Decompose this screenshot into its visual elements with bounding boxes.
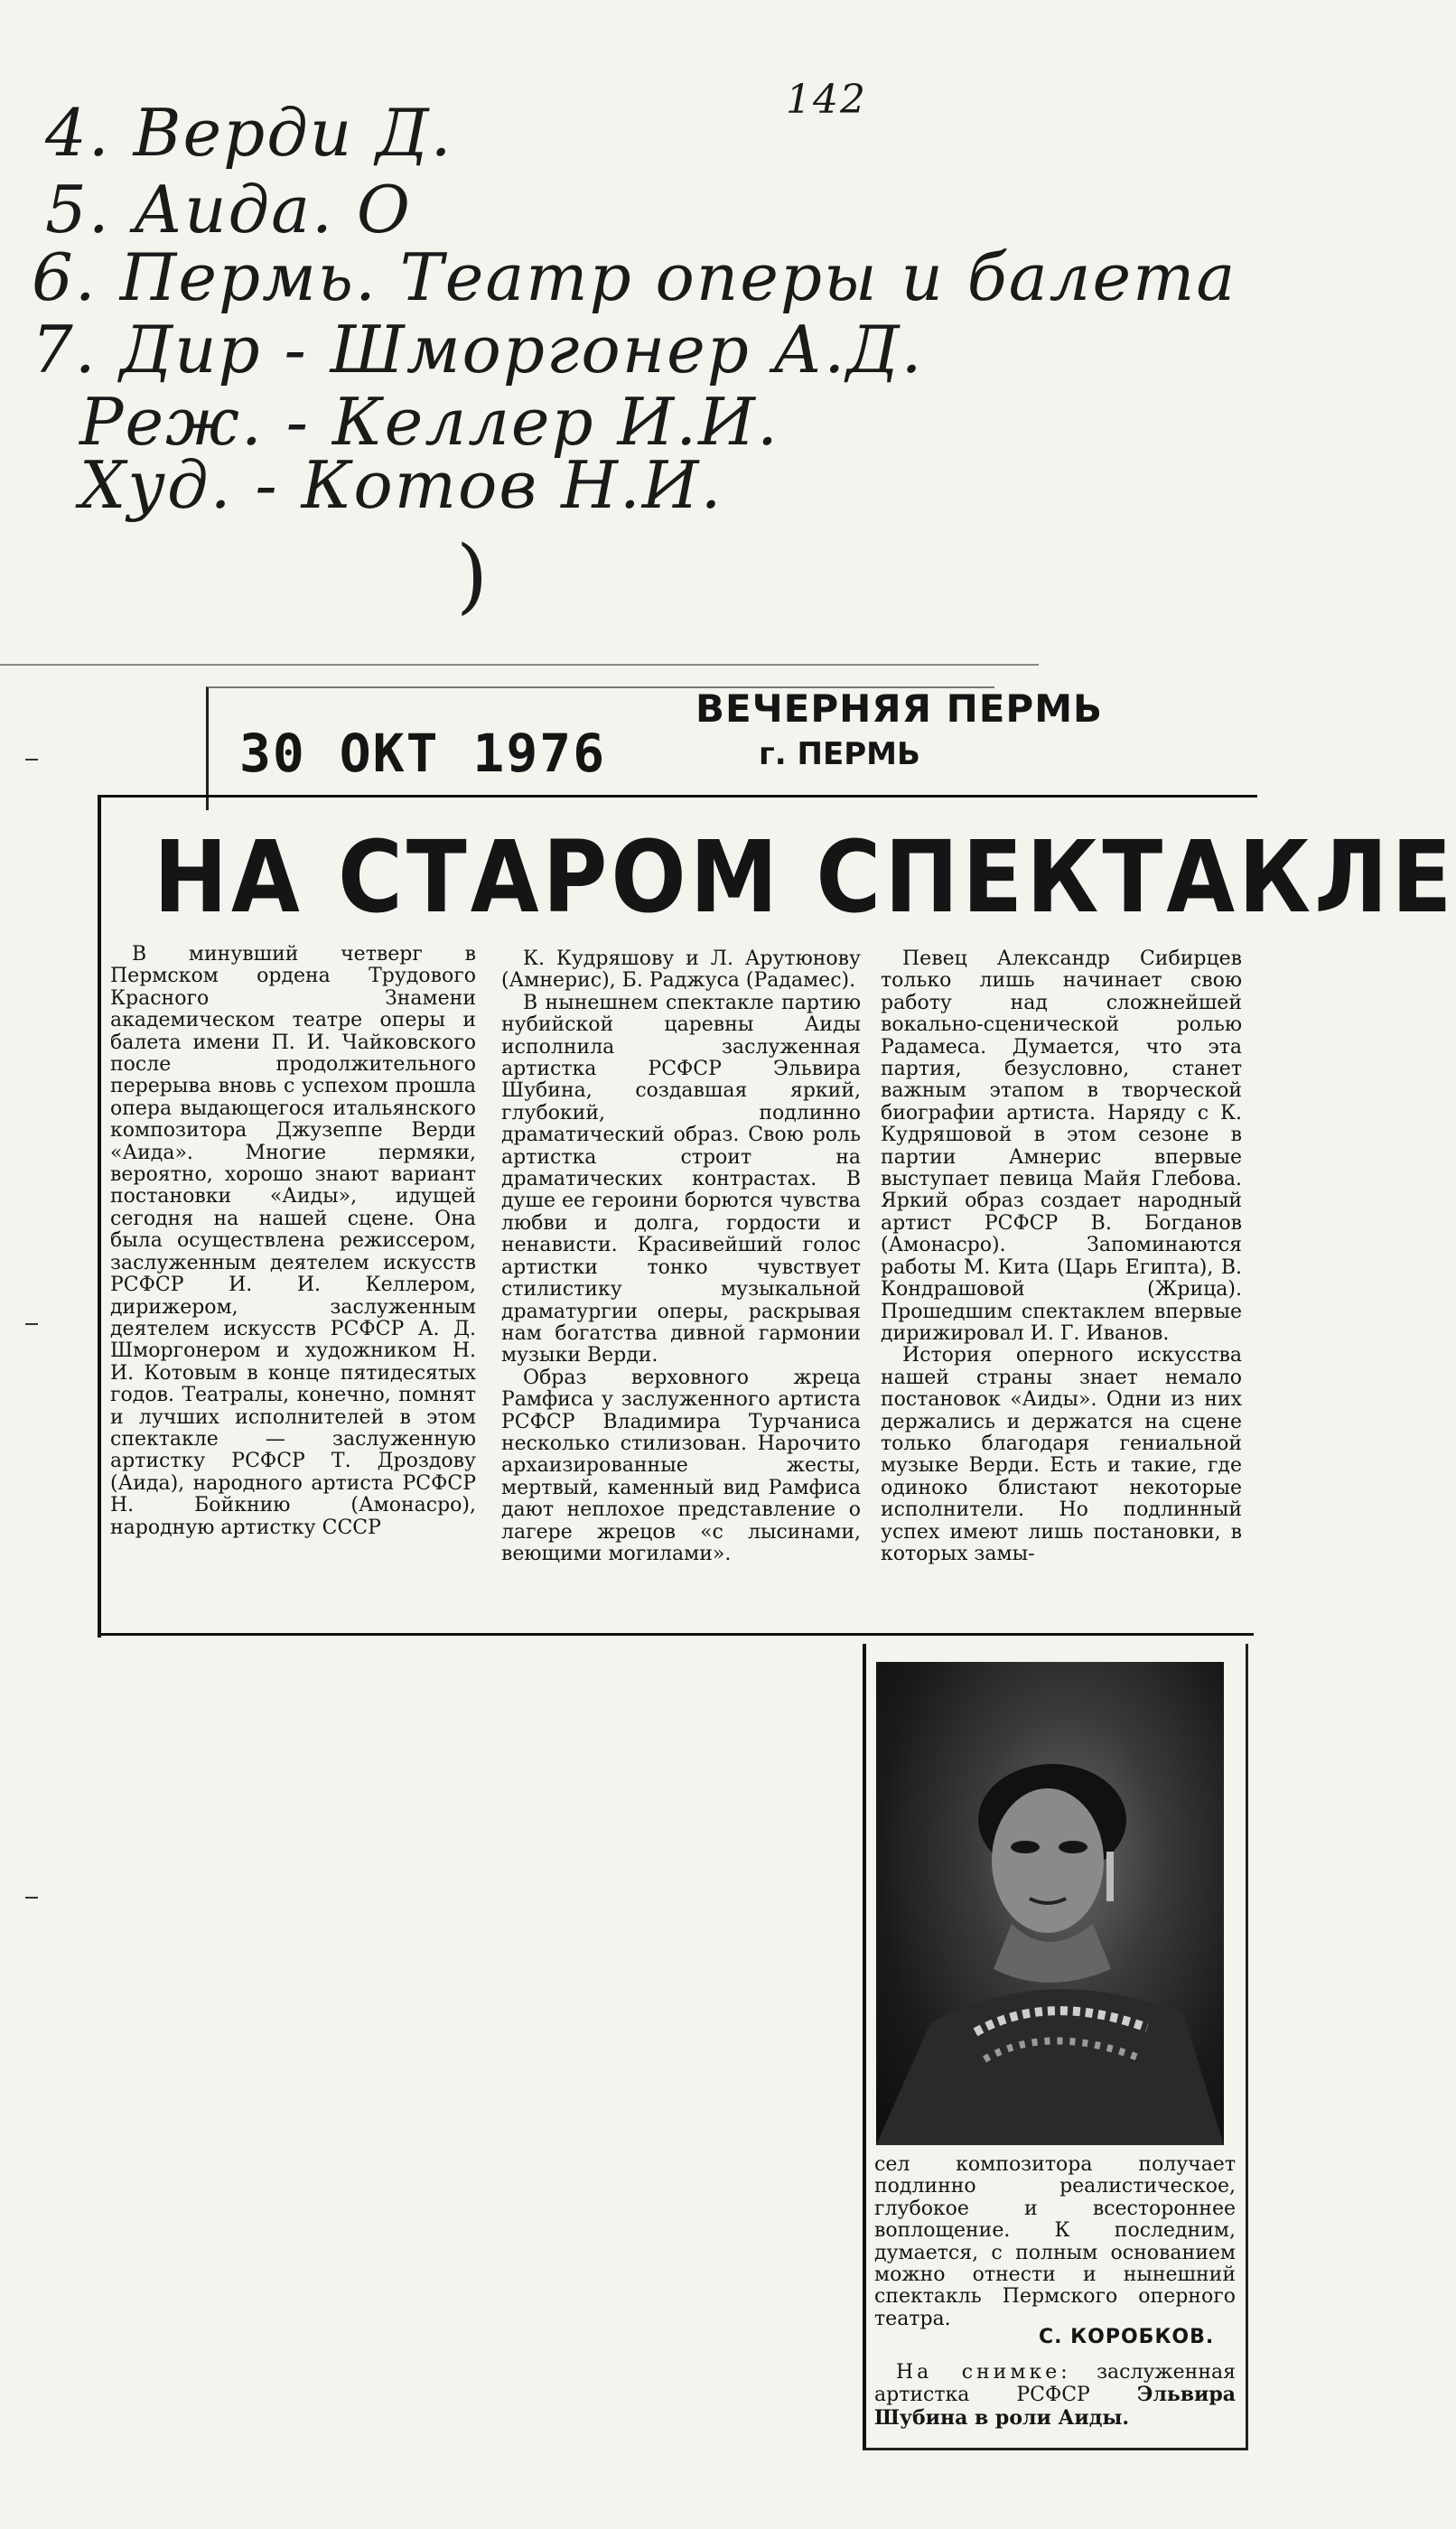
article-column-2	[501, 948, 861, 1565]
article-column-3	[881, 948, 1242, 1565]
annotation-opera: 5. Аида. О	[45, 172, 412, 247]
margin-tick	[25, 1323, 38, 1325]
clipping-top-edge	[0, 664, 1039, 666]
portrait-illustration	[876, 1662, 1224, 2145]
stamp-city: г. ПЕРМЬ	[759, 736, 920, 772]
portrait-photo	[876, 1662, 1224, 2145]
eye-right	[1059, 1841, 1087, 1853]
article-column-1: В минувший четверг в Пермском ордена Трудового Красного Знамени академическом театре оперы и балета имени П. И. Чайковского после продолжительного перерыва вновь с успехом прошла опера выдающегося итальянского композитора Джузеппе Верди «Аида». Многие пермяки, вероятно, хорошо знают вариант постановки «Аиды», идущей сегодня на нашей сцене. Она была осуществлена режиссером, заслуженным деятелем искусств РСФСР И. И. Келлером, дирижером, заслуженным деятелем искусств РСФСР А. Д. Шморгонером и художником Н. И. Котовым в конце пятидесятых годов. Театралы, конечно, помнят и лучших исполнителей в этом спектакле — заслуженную артистку РСФСР Т. Дроздову (Аида), народного артиста РСФСР Н. Бойкнию (Амонасро), народную артистку СССР	[110, 943, 476, 1539]
caption-body: заслуженная артистка РСФСР	[874, 2361, 1236, 2407]
annotation-designer: Худ. - Котов Н.И.	[79, 447, 723, 523]
article-paragraph: Певец Александр Сибирцев только лишь начинает свою работу над сложнейшей вокально-сценической ролью Радамеса. Думается, что эта партия, безусловно, станет важным этапом в творческой биографии артиста. Наряду с К. Кудряшовой в этом сезоне в партии Амнерис впервые выступает певица Майя Глебова. Яркий образ создает народный артист РСФСР В. Богданов (Амонасро). Запоминаются работы М. Кита (Царь Египта), В. Кондрашовой (Жрица). Прошедшим спектаклем впервые дирижировал И. Г. Иванов.	[881, 947, 1242, 1345]
article-headline: НА СТАРОМ СПЕКТАКЛЕ	[154, 820, 1456, 937]
stamp-newspaper: ВЕЧЕРНЯЯ ПЕРМЬ	[695, 686, 1104, 731]
photo-caption	[874, 2362, 1236, 2430]
article-paragraph: Образ верховного жреца Рамфиса у заслуженного артиста РСФСР Владимира Турчаниса несколько стилизован. Нарочито архаизированные жесты, мертвый, каменный вид Рамфиса дают неплохое представление о лагере жрецов «с лысинами, веющими могилами».	[501, 1366, 861, 1565]
article-column-3-continued: сел композитора получает подлинно реалистическое, глубокое и всестороннее воплощение. К последним, думается, с полным основанием можно отнести и нынешний спектакль Пермского оперного театра.	[874, 2153, 1236, 2330]
margin-tick	[25, 759, 38, 761]
sheet-number: 142	[786, 77, 867, 123]
caption-name: Эльвира Шубина в роли Аиды.	[874, 2383, 1237, 2430]
annotation-conductor: 7. Дир - Шморгонер А.Д.	[32, 312, 924, 387]
article-bottom-rule	[98, 1633, 1254, 1636]
earring-shape	[1106, 1852, 1114, 1901]
annotation-theater: 6. Пермь. Театр оперы и балета	[32, 239, 1237, 315]
margin-tick	[25, 1897, 38, 1899]
eye-left	[1011, 1841, 1040, 1853]
neck-shape	[994, 1924, 1111, 1983]
article-paragraph: К. Кудряшову и Л. Арутюнову (Амнерис), Б. Раджуса (Радамес).	[501, 947, 861, 993]
annotation-composer: 4. Верди Д.	[45, 95, 453, 171]
stamp-date: 30 ОКТ 1976	[239, 723, 607, 784]
annotation-bracket: )	[456, 528, 490, 623]
face-shape	[992, 1788, 1104, 1933]
author-signature: С. КОРОБКОВ.	[1039, 2326, 1215, 2348]
article-paragraph: В нынешнем спектакле партию нубийской царевны Аиды исполнила заслуженная артистка РСФСР Эльвира Шубина, создавшая яркий, глубокий, подлинно драматический образ. Свою роль артистка строит на драматических контрастах. В душе ее героини борются чувства любви и долга, гордости и ненависти. Красивейший голос артистки тонко чувствует стилистику музыкальной драматургии оперы, раскрывая нам богатства дивной гармонии музыки Верди.	[501, 991, 861, 1367]
annotation-director: Реж. - Келлер И.И.	[79, 384, 779, 460]
caption-lead: На снимке:	[896, 2361, 1071, 2384]
article-paragraph: История оперного искусства нашей страны знает немало постановок «Аиды». Одни из них держались и держатся на сцене только благодаря гениальной музыке Верди. Есть и такие, где одиноко блистают некоторые исполнители. Но подлинный успех имеют лишь постановки, в которых замы-	[881, 1344, 1242, 1565]
